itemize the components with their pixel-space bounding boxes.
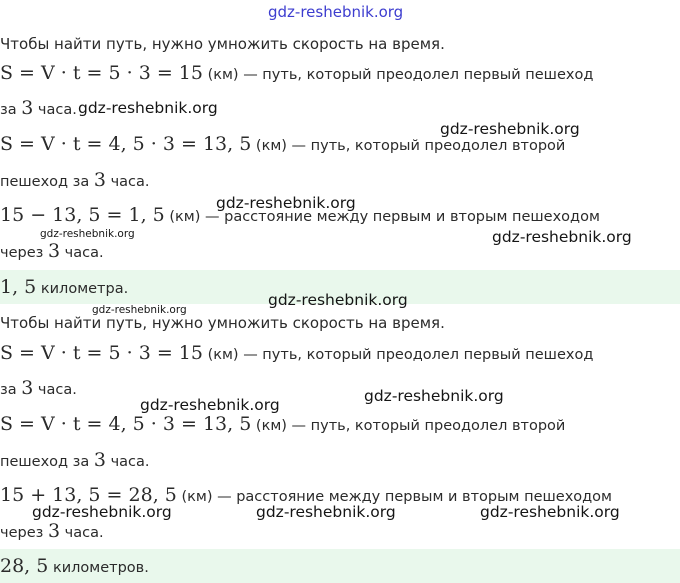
watermark: gdz-reshebnik.org xyxy=(256,503,396,521)
part1-f2-cont-num: 3 xyxy=(93,169,106,191)
header-watermark: gdz-reshebnik.org xyxy=(268,3,404,21)
part2-f2-cont-num: 3 xyxy=(93,449,106,471)
part2-answer-text: километров. xyxy=(48,560,149,576)
part1-f2-cont-a: пешеход за xyxy=(0,174,94,190)
watermark: gdz-reshebnik.org xyxy=(78,99,218,117)
watermark: gdz-reshebnik.org xyxy=(364,387,504,405)
part2-answer-box xyxy=(0,549,680,583)
part1-formula-3-math: 15 − 13, 5 = 1, 5 xyxy=(0,204,165,226)
watermark: gdz-reshebnik.org xyxy=(140,396,280,414)
part1-f1-cont-b: часа. xyxy=(33,102,77,118)
watermark: gdz-reshebnik.org xyxy=(92,304,187,316)
part2-formula-3-math: 15 + 13, 5 = 28, 5 xyxy=(0,484,177,506)
part2-formula-2-text: (км) — путь, который преодолел второй xyxy=(251,418,566,434)
part1-f2-cont-b: часа. xyxy=(105,174,150,190)
watermark: gdz-reshebnik.org xyxy=(40,228,135,240)
watermark: gdz-reshebnik.org xyxy=(216,194,356,212)
part2-f3-cont-num: 3 xyxy=(47,520,61,542)
part1-formula-1-cont xyxy=(0,98,77,120)
watermark: gdz-reshebnik.org xyxy=(268,291,408,309)
part1-f1-cont-a: за xyxy=(0,102,22,118)
part1-f3-cont-a: через xyxy=(0,245,48,261)
part1-formula-3-cont xyxy=(0,241,104,263)
part2-formula-1-text: (км) — путь, который преодолел первый пешеход xyxy=(202,347,594,363)
part1-answer-num: 1, 5 xyxy=(0,276,37,298)
part1-intro: Чтобы найти путь, нужно умножить скорость на время. xyxy=(0,35,445,53)
watermark: gdz-reshebnik.org xyxy=(32,503,172,521)
part1-formula-2-text: (км) — путь, который преодолел второй xyxy=(251,138,566,154)
part2-formula-1-cont xyxy=(0,378,77,400)
part2-formula-3-text: (км) — расстояние между первым и вторым пешеходом xyxy=(176,489,612,505)
part1-formula-1-math: S = V · t = 5 · 3 = 15 xyxy=(0,62,203,84)
part1-formula-3-text: (км) — расстояние между первым и вторым пешеходом xyxy=(164,209,600,225)
watermark: gdz-reshebnik.org xyxy=(480,503,620,521)
part2-f1-cont-b: часа. xyxy=(33,382,77,398)
part2-f2-cont-b: часа. xyxy=(105,454,150,470)
part1-f1-cont-num: 3 xyxy=(21,97,34,119)
part2-f1-cont-num: 3 xyxy=(21,377,34,399)
part2-answer-num: 28, 5 xyxy=(0,555,49,577)
part2-formula-1-math: S = V · t = 5 · 3 = 15 xyxy=(0,342,203,364)
part2-f2-cont-a: пешеход за xyxy=(0,454,94,470)
part2-formula-1 xyxy=(0,343,593,365)
part1-formula-2-cont xyxy=(0,170,150,192)
part1-formula-1 xyxy=(0,63,593,85)
part2-formula-3-cont xyxy=(0,521,104,543)
part2-formula-2-math: S = V · t = 4, 5 · 3 = 13, 5 xyxy=(0,413,252,435)
part1-formula-2-math: S = V · t = 4, 5 · 3 = 13, 5 xyxy=(0,133,252,155)
part2-intro: Чтобы найти путь, нужно умножить скорость на время. xyxy=(0,314,445,332)
part2-formula-2 xyxy=(0,414,565,436)
part2-f3-cont-a: через xyxy=(0,525,48,541)
watermark: gdz-reshebnik.org xyxy=(492,228,632,246)
part1-f3-cont-num: 3 xyxy=(47,240,61,262)
part1-formula-1-text: (км) — путь, который преодолел первый пешеход xyxy=(202,67,594,83)
part1-answer-text: километра. xyxy=(36,281,129,297)
part2-f1-cont-a: за xyxy=(0,382,22,398)
part2-f3-cont-b: часа. xyxy=(60,525,104,541)
part2-answer xyxy=(0,556,149,578)
part1-f3-cont-b: часа. xyxy=(60,245,104,261)
part1-answer xyxy=(0,277,128,299)
watermark: gdz-reshebnik.org xyxy=(440,120,580,138)
part2-formula-2-cont xyxy=(0,450,150,472)
